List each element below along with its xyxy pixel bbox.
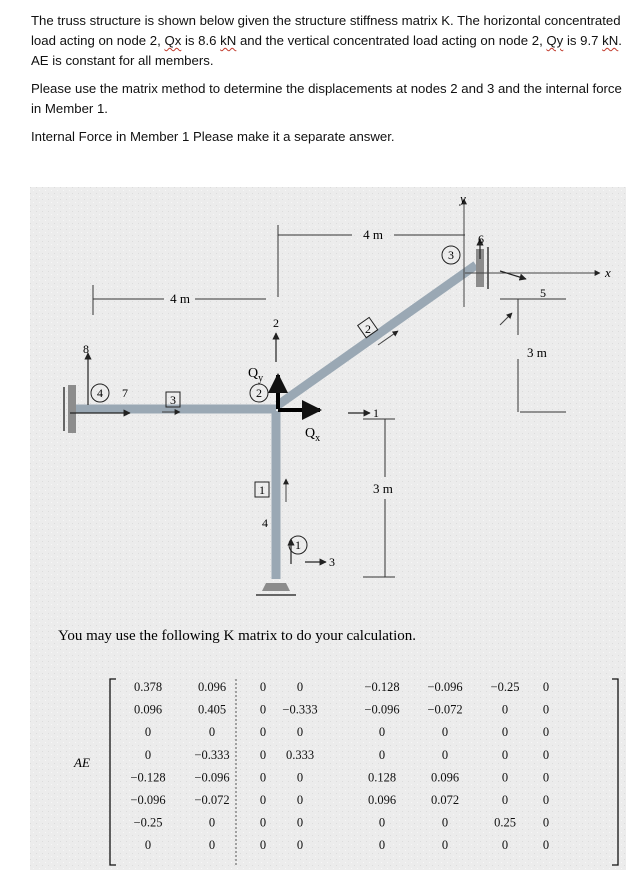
- matrix-cell-r5-c5: 0.128: [367, 770, 397, 785]
- matrix-cell-r7-c6: 0: [441, 815, 449, 830]
- matrix-cell-r6-c3: 0: [259, 793, 267, 807]
- matrix-cell-r1-c2: 0.096: [197, 680, 227, 694]
- question-text: The truss structure is shown below given the structure stiffness matrix K. The horizontal concentrated load acting on node 2,: [31, 13, 621, 48]
- dof-2-label: 2: [273, 316, 279, 330]
- y-axis-label: y: [460, 191, 466, 206]
- matrix-cell-r1-c6: −0.096: [427, 680, 463, 694]
- matrix-cell-r1-c4: 0: [296, 680, 304, 694]
- matrix-cell-r8-c7: 0: [501, 838, 509, 853]
- matrix-cell-r7-c1: −0.25: [133, 815, 163, 830]
- ae-label: AE: [74, 755, 90, 770]
- matrix-cell-r7-c2: 0: [208, 815, 216, 830]
- matrix-cell-r6-c1: −0.096: [130, 793, 166, 807]
- question-paragraph-3: Internal Force in Member 1 Please make it a separate answer.: [31, 129, 395, 144]
- load-qy-label: $Q_y$: [248, 366, 264, 384]
- dof-6-label: 6: [478, 232, 484, 246]
- matrix-cell-r5-c4: 0: [296, 770, 304, 785]
- matrix-cell-r5-c8: 0: [542, 770, 550, 785]
- x-axis-label: x: [605, 265, 611, 280]
- matrix-cell-r1-c7: −0.25: [490, 680, 520, 694]
- matrix-cell-r1-c1: 0.378: [133, 680, 163, 694]
- matrix-cell-r7-c4: 0: [296, 815, 304, 830]
- matrix-cell-r6-c4: 0: [296, 793, 304, 807]
- truss-figure: [30, 187, 626, 870]
- matrix-cell-r4-c3: 0: [259, 747, 267, 762]
- dof-8-label: 8: [83, 342, 89, 356]
- matrix-cell-r7-c7: 0.25: [494, 815, 516, 830]
- unit-kn: kN: [220, 33, 237, 48]
- matrix-cell-r5-c2: −0.096: [194, 770, 230, 785]
- dof-5-label: 5: [540, 286, 546, 300]
- matrix-cell-r4-c8: 0: [542, 747, 550, 762]
- matrix-cell-r6-c7: 0: [501, 793, 509, 807]
- matrix-cell-r2-c4: −0.333: [282, 702, 318, 717]
- matrix-cell-r2-c3: 0: [259, 702, 267, 717]
- node-4-label: 4: [97, 386, 103, 400]
- matrix-cell-r2-c5: −0.096: [364, 702, 400, 717]
- dim-3m-middle: 3 m: [373, 481, 393, 496]
- matrix-cell-r3-c4: 0: [296, 725, 304, 740]
- matrix-caption: You may use the following K matrix to do your calculation.: [58, 628, 417, 644]
- matrix-cell-r8-c5: 0: [378, 838, 386, 853]
- matrix-cell-r5-c7: 0: [501, 770, 509, 785]
- matrix-cell-r3-c5: 0: [378, 725, 386, 740]
- matrix-cell-r1-c8: 0: [542, 680, 550, 694]
- matrix-cell-r2-c8: 0: [542, 702, 550, 717]
- question-text: . AE is constant for all members.: [31, 33, 622, 68]
- matrix-cell-r3-c1: 0: [144, 725, 152, 740]
- matrix-cell-r8-c2: 0: [208, 838, 216, 853]
- member-3-label: 3: [170, 393, 176, 407]
- dim-4m-top: 4 m: [363, 227, 383, 242]
- node-3-label: 3: [448, 248, 454, 262]
- matrix-cell-r8-c6: 0: [441, 838, 449, 853]
- matrix-cell-r3-c7: 0: [501, 725, 509, 740]
- matrix-cell-r4-c1: 0: [144, 747, 152, 762]
- matrix-cell-r3-c8: 0: [542, 725, 550, 740]
- matrix-cell-r3-c3: 0: [259, 725, 267, 740]
- matrix-cell-r7-c8: 0: [542, 815, 550, 830]
- dim-4m-left: 4 m: [170, 291, 190, 306]
- matrix-cell-r6-c2: −0.072: [194, 793, 230, 807]
- matrix-cell-r3-c6: 0: [441, 725, 449, 740]
- matrix-cell-r1-c3: 0: [259, 680, 267, 694]
- member-2-label: 2: [365, 322, 371, 336]
- matrix-cell-r4-c2: −0.333: [194, 747, 230, 762]
- dof-4-label: 4: [262, 516, 268, 530]
- matrix-cell-r4-c5: 0: [378, 747, 386, 762]
- dof-1-label: 1: [373, 406, 379, 420]
- matrix-cell-r2-c7: 0: [501, 702, 509, 717]
- node-2-label: 2: [256, 386, 262, 400]
- dim-3m-right: 3 m: [527, 345, 547, 360]
- matrix-cell-r4-c4: 0.333: [285, 747, 315, 762]
- matrix-cell-r2-c6: −0.072: [427, 702, 463, 717]
- matrix-cell-r4-c7: 0: [501, 747, 509, 762]
- matrix-cell-r5-c1: −0.128: [130, 770, 166, 785]
- matrix-cell-r1-c5: −0.128: [364, 680, 400, 694]
- load-qx-label: $Q_x$: [305, 426, 321, 444]
- matrix-cell-r6-c6: 0.072: [430, 793, 460, 807]
- matrix-cell-r5-c3: 0: [259, 770, 267, 785]
- question-text: is 8.6: [181, 33, 221, 48]
- question-text: is 9.7: [563, 33, 603, 48]
- matrix-cell-r4-c6: 0: [441, 747, 449, 762]
- matrix-cell-r2-c2: 0.405: [197, 702, 227, 717]
- matrix-cell-r8-c4: 0: [296, 838, 304, 853]
- dof-3-label: 3: [329, 555, 335, 569]
- matrix-cell-r8-c8: 0: [542, 838, 550, 853]
- matrix-cell-r7-c3: 0: [259, 815, 267, 830]
- matrix-cell-r8-c1: 0: [144, 838, 152, 853]
- figure-background: [30, 187, 626, 870]
- question-text: and the vertical concentrated load acting on node 2,: [236, 33, 547, 48]
- dof-7-label: 7: [122, 386, 128, 400]
- matrix-cell-r6-c5: 0.096: [367, 793, 397, 807]
- matrix-cell-r3-c2: 0: [208, 725, 216, 740]
- unit-kn: kN: [602, 33, 619, 48]
- matrix-cell-r5-c6: 0.096: [430, 770, 460, 785]
- qx-symbol: Qx: [164, 33, 182, 48]
- matrix-cell-r6-c8: 0: [542, 793, 550, 807]
- qy-symbol: Qy: [546, 33, 564, 48]
- member-1-label: 1: [259, 483, 265, 497]
- matrix-cell-r2-c1: 0.096: [133, 702, 163, 717]
- question-paragraph-2: Please use the matrix method to determine the displacements at nodes 2 and 3 and the internal force in Member 1.: [31, 81, 622, 116]
- node-1-label: 1: [295, 538, 301, 552]
- question-paragraph-1: [31, 11, 626, 71]
- matrix-cell-r7-c5: 0: [378, 815, 386, 830]
- matrix-cell-r8-c3: 0: [259, 838, 267, 853]
